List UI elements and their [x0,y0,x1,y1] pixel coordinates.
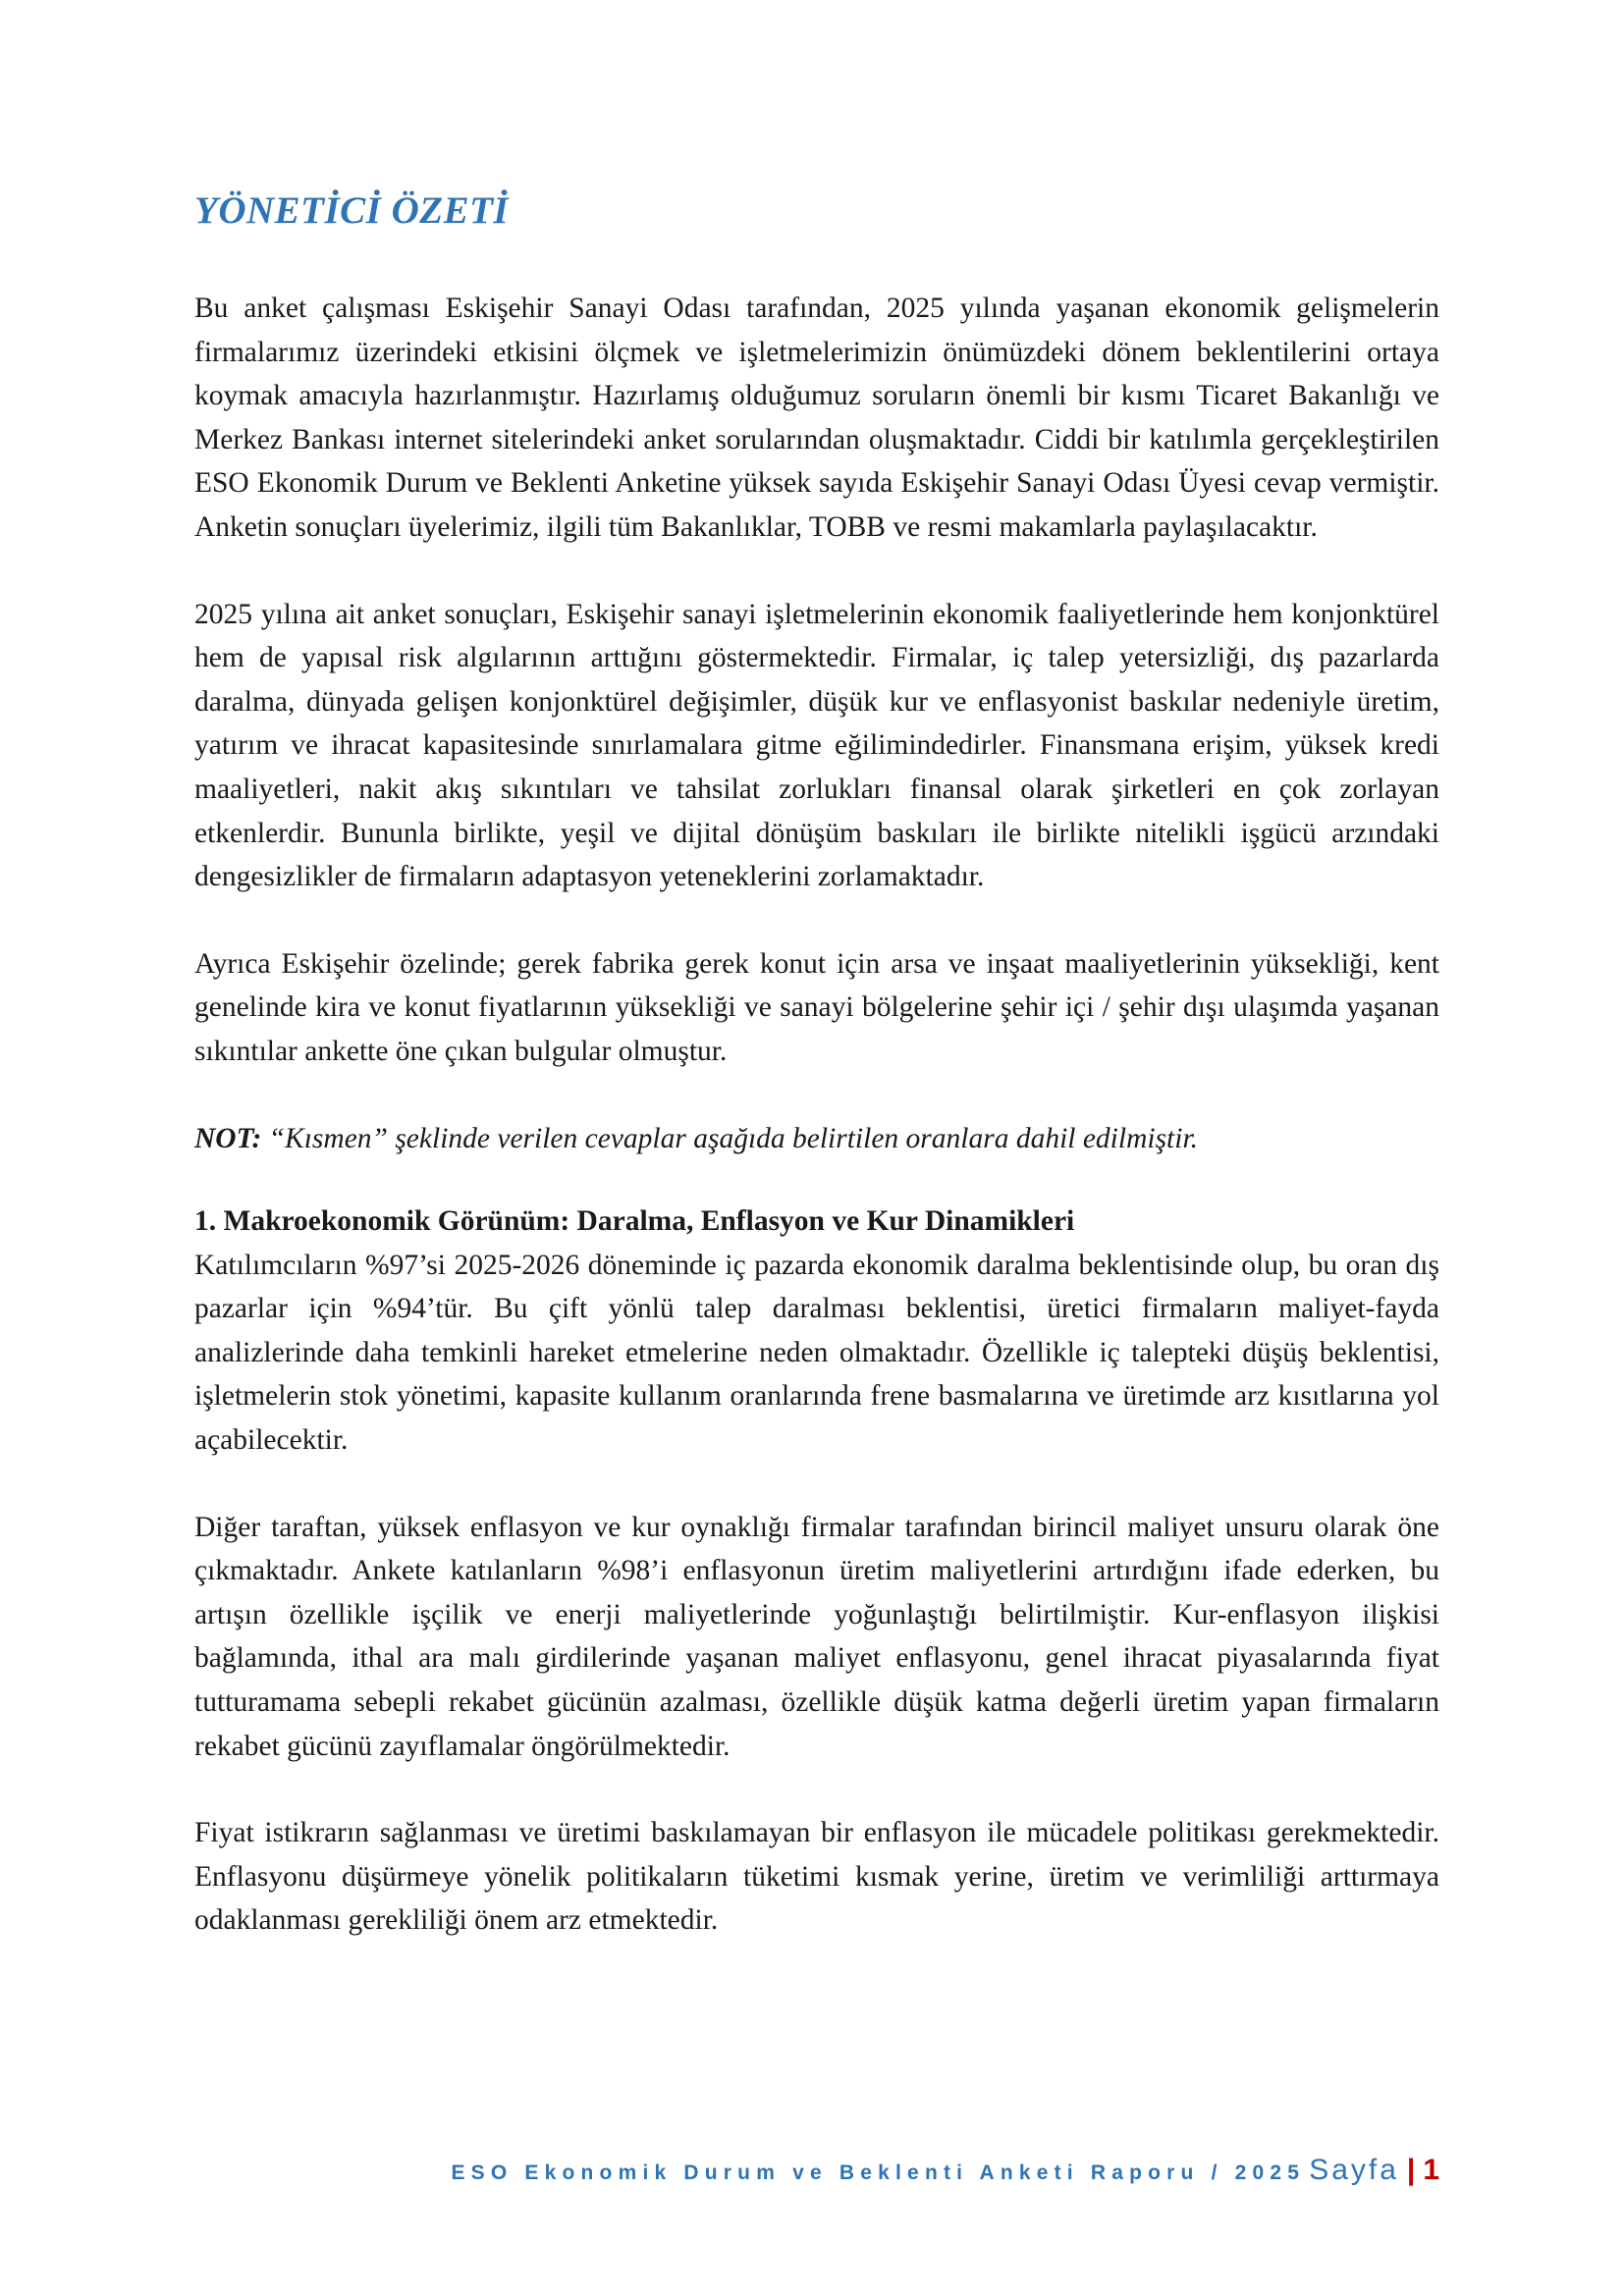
footer-report-title: ESO Ekonomik Durum ve Beklenti Anketi Raporu / 2025 [451,2162,1306,2184]
section-heading: 1. Makroekonomik Görünüm: Daralma, Enflasyon ve Kur Dinamikleri [194,1205,1075,1238]
page-title: YÖNETİCİ ÖZETİ [194,189,510,232]
footer-separator: | [1406,2154,1416,2186]
paragraph-intro: Bu anket çalışması Eskişehir Sanayi Odası tarafından, 2025 yılında yaşanan ekonomik gelişmelerin firmalarımız üzerindeki etkisini ölçmek ve işletmelerimizin önümüzdeki dönem beklentilerini ortaya koymak amacıyla hazırlanmıştır. Hazırlamış olduğumuz soruların önemli bir kısmı Ticaret Bakanlığı ve Merkez Bankası internet sitelerindeki anket sorularından oluşmaktadır. Ciddi bir katılımla gerçekleştirilen ESO Ekonomik Durum ve Beklenti Anketine yüksek sayıda Eskişehir Sanayi Odası Üyesi cevap vermiştir. Anketin sonuçları üyelerimiz, ilgili tüm Bakanlıklar, TOBB ve resmi makamlarla paylaşılacaktır. [194,293,1439,543]
document-body [194,287,1439,1986]
paragraph-results: 2025 yılına ait anket sonuçları, Eskişehir sanayi işletmelerinin ekonomik faaliyetlerinde hem konjonktürel hem de yapısal risk algılarının arttığını göstermektedir. Firmalar, iç talep yetersizliği, dış pazarlarda daralma, dünyada gelişen konjonktürel değişimler, düşük kur ve enflasyonist baskılar nedeniyle üretim, yatırım ve ihracat kapasitesinde sınırlamalara gitme eğilimindedirler. Finansmana erişim, yüksek kredi maaliyetleri, nakit akış sıkıntıları ve tahsilat zorlukları finansal olarak şirketleri en çok zorlayan etkenlerdir. Bununla birlikte, yeşil ve dijital dönüşüm baskıları ile birlikte nitelikli işgücü arzındaki dengesizlikler de firmaların adaptasyon yeteneklerini zorlamaktadır. [194,598,1439,893]
note-text: “Kısmen” şeklinde verilen cevaplar aşağıda belirtilen oranlara dahil edilmiştir. [268,1122,1199,1154]
paragraph-contraction: Katılımcıların %97’si 2025-2026 döneminde iç pazarda ekonomik daralma beklentisinde olup, bu oran dış pazarlar için %94’tür. Bu çift yönlü talep daralması beklentisi, üretici firmaların maliyet-fayda analizlerinde daha temkinli hareket etmelerine neden olmaktadır. Özellikle iç talepteki düşüş beklentisi, işletmelerin stok yönetimi, kapasite kullanım oranlarında frene basmalarına ve üretimde arz kısıtlarına yol açabilecektir. [194,1249,1439,1457]
paragraph-eskisehir: Ayrıca Eskişehir özelinde; gerek fabrika gerek konut için arsa ve inşaat maaliyetlerinin yüksekliği, kent genelinde kira ve konut fiyatlarının yüksekliği ve sanayi bölgelerine şehir içi / şehir dışı ulaşımda yaşanan sıkıntılar ankette öne çıkan bulgular olmuştur. [194,947,1439,1067]
note-label: NOT: [194,1122,262,1154]
note-paragraph [194,1117,1439,1161]
paragraph-price-stability: Fiyat istikrarın sağlanması ve üretimi baskılamayan bir enflasyon ile mücadele politikası gerekmektedir. Enflasyonu düşürmeye yönelik politikaların tüketimi kısmak yerine, üretim ve verimliliği arttırmaya odaklanması gerekliliği önem arz etmektedir. [194,1817,1439,1937]
footer-page-label: Sayfa [1309,2154,1399,2186]
paragraph-inflation: Diğer taraftan, yüksek enflasyon ve kur oynaklığı firmalar tarafından birincil maliyet unsuru olarak öne çıkmaktadır. Ankete katılanların %98’i enflasyonun üretim maliyetlerini artırdığını ifade ederken, bu artışın özellikle işçilik ve enerji maliyetlerinde yoğunlaştığı belirtilmiştir. Kur-enflasyon ilişkisi bağlamında, ithal ara malı girdilerinde yaşanan maliyet enflasyonu, genel ihracat piyasalarında fiyat tutturamama sebepli rekabet gücünün azalması, özellikle düşük katma değerli üretim yapan firmaların rekabet gücünü zayıflamalar öngörülmektedir. [194,1511,1439,1762]
footer-page-number: 1 [1423,2154,1439,2186]
page-footer [194,2154,1439,2193]
document-page [194,0,1439,2296]
section-macroeconomic [194,1200,1439,1943]
